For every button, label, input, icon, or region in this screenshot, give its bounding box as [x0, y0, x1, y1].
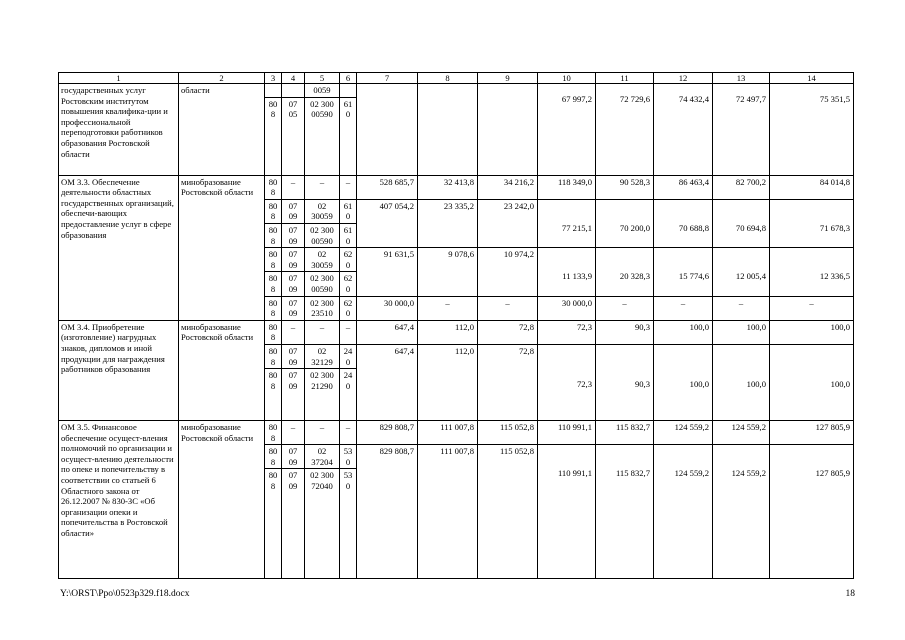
cell: 72 729,6 — [596, 84, 654, 176]
cell — [418, 84, 478, 176]
cell: 100,0 — [713, 344, 770, 420]
cell: – — [770, 296, 854, 320]
cell: 02 32129 — [305, 344, 340, 368]
cell: 100,0 — [654, 344, 713, 420]
table-row — [59, 421, 854, 445]
cell: 07 09 — [282, 248, 305, 272]
cell: 72 497,7 — [713, 84, 770, 176]
cell: 620 — [340, 272, 357, 296]
executor: минобразование Ростовской области — [179, 421, 265, 579]
cell: 12 336,5 — [770, 248, 854, 296]
cell: 90 528,3 — [596, 175, 654, 199]
cell: 115 052,8 — [478, 421, 538, 445]
cell: 71 678,3 — [770, 199, 854, 247]
cell: 10 974,2 — [478, 248, 538, 296]
cell: 72,8 — [478, 344, 538, 420]
cell: 72,8 — [478, 320, 538, 344]
cell: 115 832,7 — [596, 445, 654, 579]
cell: 808 — [265, 97, 282, 175]
page-number: 18 — [845, 589, 855, 599]
table-row — [59, 320, 854, 344]
measure-name: ОМ 3.3. Обеспечение деятельности областных государственных организаций, обеспечи-вающих предоставление услуг в сфере образования — [59, 175, 179, 320]
cell: 30 000,0 — [538, 296, 596, 320]
cell: 100,0 — [654, 320, 713, 344]
cell: – — [340, 320, 357, 344]
cell: 07 09 — [282, 445, 305, 469]
cell: 72,3 — [538, 320, 596, 344]
cell: 23 242,0 — [478, 199, 538, 247]
cell: 100,0 — [713, 320, 770, 344]
cell: – — [654, 296, 713, 320]
executor: минобразование Ростовской области — [179, 320, 265, 420]
cell: 829 808,7 — [357, 421, 418, 445]
cell: – — [282, 320, 305, 344]
cell — [357, 84, 418, 176]
cell: 647,4 — [357, 320, 418, 344]
cell: 111 007,8 — [418, 421, 478, 445]
measure-name: ОМ 3.4. Приобретение (изготовление) нагрудных знаков, дипломов и иной продукции для награждения работников образования — [59, 320, 179, 420]
cell: – — [305, 421, 340, 445]
cell: 127 805,9 — [770, 445, 854, 579]
cell: 82 700,2 — [713, 175, 770, 199]
cell: 30 000,0 — [357, 296, 418, 320]
cell — [478, 84, 538, 176]
col-header: 9 — [478, 73, 538, 84]
cell: 808 — [265, 248, 282, 272]
cell: 111 007,8 — [418, 445, 478, 579]
col-header: 3 — [265, 73, 282, 84]
col-header: 12 — [654, 73, 713, 84]
measure-name: ОМ 3.5. Финансовое обеспечение осущест-вления полномочий по организации и осущест-влению деятельности по опеке и попечительству в соответствии со статьей 6 Областного закона от 26.12.2007 № 830-ЗС «Об организации опеки и попечительства в Ростовской области» — [59, 421, 179, 579]
cell: 91 631,5 — [357, 248, 418, 296]
cell — [340, 84, 357, 98]
col-header: 13 — [713, 73, 770, 84]
col-header: 8 — [418, 73, 478, 84]
cell: 610 — [340, 97, 357, 175]
cell: 02 300 00590 — [305, 97, 340, 175]
file-path-footer: Y:\ORST\Ppo\0523p329.f18.docx — [60, 589, 190, 599]
cell: 112,0 — [418, 320, 478, 344]
cell: 112,0 — [418, 344, 478, 420]
table-row — [59, 84, 854, 98]
cell: 75 351,5 — [770, 84, 854, 176]
cell: 115 052,8 — [478, 445, 538, 579]
cell: 240 — [340, 344, 357, 368]
column-number-row — [59, 73, 854, 84]
cell: 84 014,8 — [770, 175, 854, 199]
cell: 407 054,2 — [357, 199, 418, 247]
col-header: 4 — [282, 73, 305, 84]
cell: 70 694,8 — [713, 199, 770, 247]
cell: 100,0 — [770, 320, 854, 344]
cell: 808 — [265, 469, 282, 579]
cell: 808 — [265, 296, 282, 320]
cell: 20 328,3 — [596, 248, 654, 296]
cell: 67 997,2 — [538, 84, 596, 176]
cell: 610 — [340, 223, 357, 247]
cell: 74 432,4 — [654, 84, 713, 176]
cell: 02 37204 — [305, 445, 340, 469]
cell: – — [282, 175, 305, 199]
cell: 808 — [265, 320, 282, 344]
cell: 07 09 — [282, 223, 305, 247]
cell: 9 078,6 — [418, 248, 478, 296]
cell: 72,3 — [538, 344, 596, 420]
cell: 34 216,2 — [478, 175, 538, 199]
cell: 0059 — [305, 84, 340, 98]
col-header: 2 — [179, 73, 265, 84]
cell: 07 09 — [282, 344, 305, 368]
budget-table — [58, 72, 854, 579]
cell: 124 559,2 — [713, 421, 770, 445]
cell: 07 09 — [282, 272, 305, 296]
cell: 02 300 23510 — [305, 296, 340, 320]
cell: 647,4 — [357, 344, 418, 420]
cell: 808 — [265, 199, 282, 223]
cell: 124 559,2 — [654, 445, 713, 579]
col-header: 6 — [340, 73, 357, 84]
cell: – — [418, 296, 478, 320]
cell: 07 09 — [282, 199, 305, 223]
cell: 02 30059 — [305, 199, 340, 223]
cell: 90,3 — [596, 320, 654, 344]
cell: 530 — [340, 445, 357, 469]
cell: 610 — [340, 199, 357, 223]
cell: 110 991,1 — [538, 445, 596, 579]
cell: – — [340, 421, 357, 445]
executor: минобразование Ростовской области — [179, 175, 265, 320]
cell — [282, 84, 305, 98]
cell: 70 688,8 — [654, 199, 713, 247]
cell: 829 808,7 — [357, 445, 418, 579]
cell: 32 413,8 — [418, 175, 478, 199]
cell: 07 09 — [282, 369, 305, 421]
cell: 90,3 — [596, 344, 654, 420]
cell: – — [340, 175, 357, 199]
cell: 808 — [265, 369, 282, 421]
cell: 23 335,2 — [418, 199, 478, 247]
cell: – — [282, 421, 305, 445]
cell: – — [305, 175, 340, 199]
cell: 02 300 72040 — [305, 469, 340, 579]
table-row — [59, 175, 854, 199]
cell: 77 215,1 — [538, 199, 596, 247]
cell: – — [596, 296, 654, 320]
cell: 02 300 21290 — [305, 369, 340, 421]
col-header: 7 — [357, 73, 418, 84]
col-header: 1 — [59, 73, 179, 84]
cell: 808 — [265, 223, 282, 247]
col-header: 10 — [538, 73, 596, 84]
cell: 07 09 — [282, 296, 305, 320]
cell: 15 774,6 — [654, 248, 713, 296]
cell: – — [305, 320, 340, 344]
cell: – — [478, 296, 538, 320]
col-header: 11 — [596, 73, 654, 84]
cell: 100,0 — [770, 344, 854, 420]
cell: 808 — [265, 445, 282, 469]
measure-name: государственных услуг Ростовским институтом повышения квалифика-ции и профессиональной переподготовки работников образования Ростовской области — [59, 84, 179, 176]
cell: 12 005,4 — [713, 248, 770, 296]
cell: 530 — [340, 469, 357, 579]
cell: 124 559,2 — [654, 421, 713, 445]
cell: 808 — [265, 272, 282, 296]
cell: 02 300 00590 — [305, 272, 340, 296]
cell: 808 — [265, 344, 282, 368]
cell: – — [713, 296, 770, 320]
cell: 240 — [340, 369, 357, 421]
col-header: 14 — [770, 73, 854, 84]
cell: 118 349,0 — [538, 175, 596, 199]
cell: 808 — [265, 175, 282, 199]
executor: области — [179, 84, 265, 176]
cell — [265, 84, 282, 98]
cell: 11 133,9 — [538, 248, 596, 296]
col-header: 5 — [305, 73, 340, 84]
cell: 07 05 — [282, 97, 305, 175]
cell: 02 300 00590 — [305, 223, 340, 247]
cell: 07 09 — [282, 469, 305, 579]
cell: 620 — [340, 248, 357, 272]
cell: 620 — [340, 296, 357, 320]
cell: 808 — [265, 421, 282, 445]
cell: 528 685,7 — [357, 175, 418, 199]
cell: 86 463,4 — [654, 175, 713, 199]
cell: 70 200,0 — [596, 199, 654, 247]
cell: 127 805,9 — [770, 421, 854, 445]
cell: 115 832,7 — [596, 421, 654, 445]
cell: 02 30059 — [305, 248, 340, 272]
cell: 124 559,2 — [713, 445, 770, 579]
cell: 110 991,1 — [538, 421, 596, 445]
